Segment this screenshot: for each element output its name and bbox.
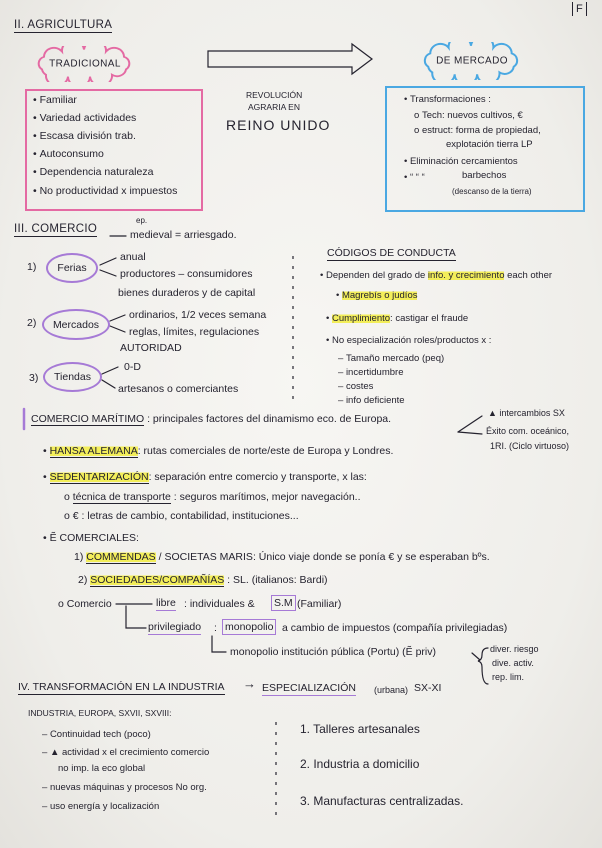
- mercado-ditto: • “ “ “: [404, 171, 425, 185]
- tradicional-item: • Familiar: [33, 93, 77, 107]
- revolucion-line-2: AGRARIA EN: [248, 102, 300, 112]
- commendas-number: 1): [74, 551, 84, 563]
- sedentarizacion-highlight: SEDENTARIZACIÓN: [49, 471, 149, 483]
- hansa-highlight: HANSA ALEMANA: [49, 445, 138, 457]
- codigos-dependen-pre: Dependen del grado de: [325, 270, 428, 281]
- mercados-branch: reglas, límites, regulaciones: [129, 326, 260, 338]
- maritimo-branch-2: [458, 432, 482, 434]
- maritimo-branch-1: [458, 416, 482, 432]
- mercado-barbechos: barbechos: [462, 170, 507, 181]
- ferias-branch-2: [100, 270, 116, 276]
- industria-subtitle: INDUSTRIA, EUROPA, SXVII, SXVIII:: [28, 708, 172, 718]
- tiendas-oval: Tiendas: [43, 362, 102, 392]
- codigos-causa: – costes: [338, 380, 373, 394]
- maritimo-heading: [31, 412, 391, 426]
- comercio-familiar: (Familiar): [297, 598, 342, 610]
- tiendas-branch: artesanos o comerciantes: [118, 383, 239, 395]
- especializacion-label: ESPECIALIZACIÓN: [262, 682, 356, 694]
- monopolio-publica: monopolio institución pública (Portu) (Ẽ priv): [230, 646, 437, 658]
- codigos-dependen-highlight: info. y crecimiento: [427, 270, 505, 281]
- maritimo-sedentarizacion: [43, 470, 367, 484]
- mercados-number: 2): [27, 317, 37, 329]
- tiendas-branch: 0-D: [124, 361, 141, 373]
- industria-punto: no imp. la eco global: [58, 763, 146, 774]
- mercados-branch-2: [110, 326, 125, 332]
- monopolio-desc: a cambio de impuestos (compañía privilegiadas): [282, 622, 508, 634]
- mercados-branch: AUTORIDAD: [120, 342, 182, 354]
- codigos-cumplimiento-highlight: Cumplimiento: [331, 313, 391, 324]
- industria-arrow: →: [243, 676, 256, 691]
- industria-punto: – Continuidad tech (poco): [42, 728, 151, 742]
- sociedades-desc: : SL. (italianos: Bardi): [224, 574, 328, 586]
- mercado-tech: o Tech: nuevos cultivos, €: [414, 109, 523, 123]
- maritimo-branch: Éxito com. oceánico,: [486, 426, 570, 436]
- tiendas-branch-2: [102, 380, 115, 388]
- maritimo-empresas: • Ẽ COMERCIALES:: [43, 531, 139, 545]
- comercio-libre-desc: : individuales &: [184, 598, 255, 610]
- maritimo-desc: : principales factores del dinamismo eco. de Europa.: [144, 413, 392, 425]
- industria-fase: 3. Manufacturas centralizadas.: [300, 794, 464, 808]
- tradicional-item: • Escasa división trab.: [33, 129, 136, 143]
- section-comercio-title: III. COMERCIO: [14, 223, 98, 235]
- maritimo-branch: 1RI. (Ciclo virtuoso): [490, 441, 570, 451]
- codigos-causa: – incertidumbre: [338, 366, 404, 380]
- ventaja-item: diver. riesgo: [490, 644, 539, 654]
- section-industria-title: IV. TRANSFORMACIÓN EN LA INDUSTRIA: [18, 681, 225, 693]
- codigos-causa: – Tamaño mercado (peq): [338, 352, 444, 366]
- maritimo-branch: ▲ intercambios SX: [488, 408, 565, 418]
- ventaja-item: dive. activ.: [492, 658, 534, 668]
- ventajas-brace: [478, 648, 488, 684]
- ferias-branch: anual: [120, 251, 146, 263]
- sociedades-highlight: SOCIEDADES/COMPAÑÍAS: [90, 574, 225, 586]
- publica-line: [212, 636, 226, 652]
- revolucion-line-3: REINO UNIDO: [226, 117, 331, 133]
- commendas-mid: / SOCIETAS MARIS: [155, 551, 253, 563]
- codigos-magrebis: [336, 289, 417, 303]
- industria-fase: 1. Talleres artesanales: [300, 722, 420, 736]
- comercio-note-sup: ep.: [136, 216, 148, 225]
- mercado-label: DE MERCADO: [436, 55, 508, 67]
- ferias-oval: Ferias: [46, 253, 98, 283]
- codigos-causa: – info deficiente: [338, 394, 405, 408]
- tecnicas-label: técnica de transporte: [72, 491, 171, 503]
- codigos-no-especializacion: • No especialización roles/productos x :: [326, 334, 491, 348]
- mercado-estruct: o estruct: forma de propiedad,: [414, 124, 541, 138]
- maritimo-hansa: [43, 444, 393, 458]
- maritimo-tecnicas: [64, 490, 361, 504]
- mercado-eliminacion: • Eliminación cercamientos: [404, 155, 518, 169]
- mercado-estruct-cont: explotación tierra LP: [446, 139, 533, 150]
- especializacion-urbana: (urbana): [374, 685, 409, 695]
- commendas-desc: : Único viaje donde se ponía € y se esperaban bºs.: [252, 551, 490, 563]
- comercio-sm-box: S.M: [271, 595, 296, 611]
- mercado-barbechos-note: (descanso de la tierra): [452, 187, 532, 196]
- comercio-privilegiado-sep: :: [214, 622, 217, 634]
- big-right-arrow: [208, 44, 372, 74]
- revolucion-line-1: REVOLUCIÓN: [246, 90, 303, 100]
- mercado-transformaciones: • Transformaciones :: [404, 93, 491, 107]
- codigos-magrebis-highlight: Magrebís o judíos: [341, 290, 418, 301]
- sedentarizacion-desc: : separación entre comercio y transporte, x las:: [148, 471, 367, 483]
- sociedades-number: 2): [78, 574, 88, 586]
- codigos-dependen-post: each other: [504, 270, 553, 281]
- comercio-privilegiado-line: [126, 606, 146, 628]
- tiendas-branch-1: [102, 367, 118, 374]
- monopolio-box: monopolio: [222, 619, 276, 635]
- ventaja-item: rep. lim.: [492, 672, 525, 682]
- comercio-privilegiado: privilegiado: [148, 621, 202, 633]
- industria-punto: – ▲ actividad x el crecimiento comercio: [42, 746, 209, 760]
- mercados-oval: Mercados: [42, 309, 110, 340]
- comercio-label: o Comercio: [58, 597, 112, 611]
- tiendas-number: 3): [29, 372, 39, 384]
- corner-mark: F: [572, 2, 587, 16]
- hansa-desc: : rutas comerciales de norte/este de Europa y Londres.: [137, 445, 394, 457]
- section-agricultura-title: II. AGRICULTURA: [14, 19, 113, 31]
- industria-fase: 2. Industria a domicilio: [300, 757, 420, 771]
- tecnicas-desc: : seguros marítimos, mejor navegación..: [170, 491, 361, 503]
- maritimo-dinero: o € : letras de cambio, contabilidad, instituciones...: [64, 509, 299, 523]
- ventajas-arrow: [472, 653, 480, 660]
- mercados-branch: ordinarios, 1/2 veces semana: [129, 309, 267, 321]
- ferias-branch: bienes duraderos y de capital: [118, 287, 256, 299]
- especializacion-siglos: SX-XI: [414, 682, 442, 694]
- industria-punto: – nuevas máquinas y procesos No org.: [42, 781, 207, 795]
- tradicional-item: • Variedad actividades: [33, 111, 136, 125]
- codigos-cumplimiento: [326, 312, 468, 326]
- maritimo-sociedades: [78, 573, 328, 587]
- tradicional-cloud: [30, 46, 140, 82]
- codigos-cumplimiento-post: : castigar el fraude: [390, 313, 469, 324]
- commendas-highlight: COMMENDAS: [86, 551, 156, 563]
- tradicional-item: • Autoconsumo: [33, 147, 104, 161]
- comercio-libre: libre: [156, 597, 176, 609]
- codigos-title: CÓDIGOS DE CONDUCTA: [327, 247, 456, 259]
- tradicional-item: • Dependencia naturaleza: [33, 165, 153, 179]
- mercados-branch-1: [110, 315, 125, 321]
- ferias-number: 1): [27, 261, 37, 273]
- tradicional-item: • No productividad x impuestos: [33, 184, 177, 198]
- tradicional-label: TRADICIONAL: [49, 58, 121, 70]
- maritimo-commendas: [74, 550, 490, 564]
- industria-punto: – uso energía y localización: [42, 800, 159, 814]
- ferias-branch-1: [100, 258, 116, 265]
- ferias-branch: productores – consumidores: [120, 268, 253, 280]
- comercio-note: medieval = arriesgado.: [130, 229, 237, 241]
- maritimo-title: COMERCIO MARÍTIMO: [31, 413, 145, 425]
- codigos-dependen: [320, 269, 552, 283]
- mercado-cloud: [416, 42, 528, 80]
